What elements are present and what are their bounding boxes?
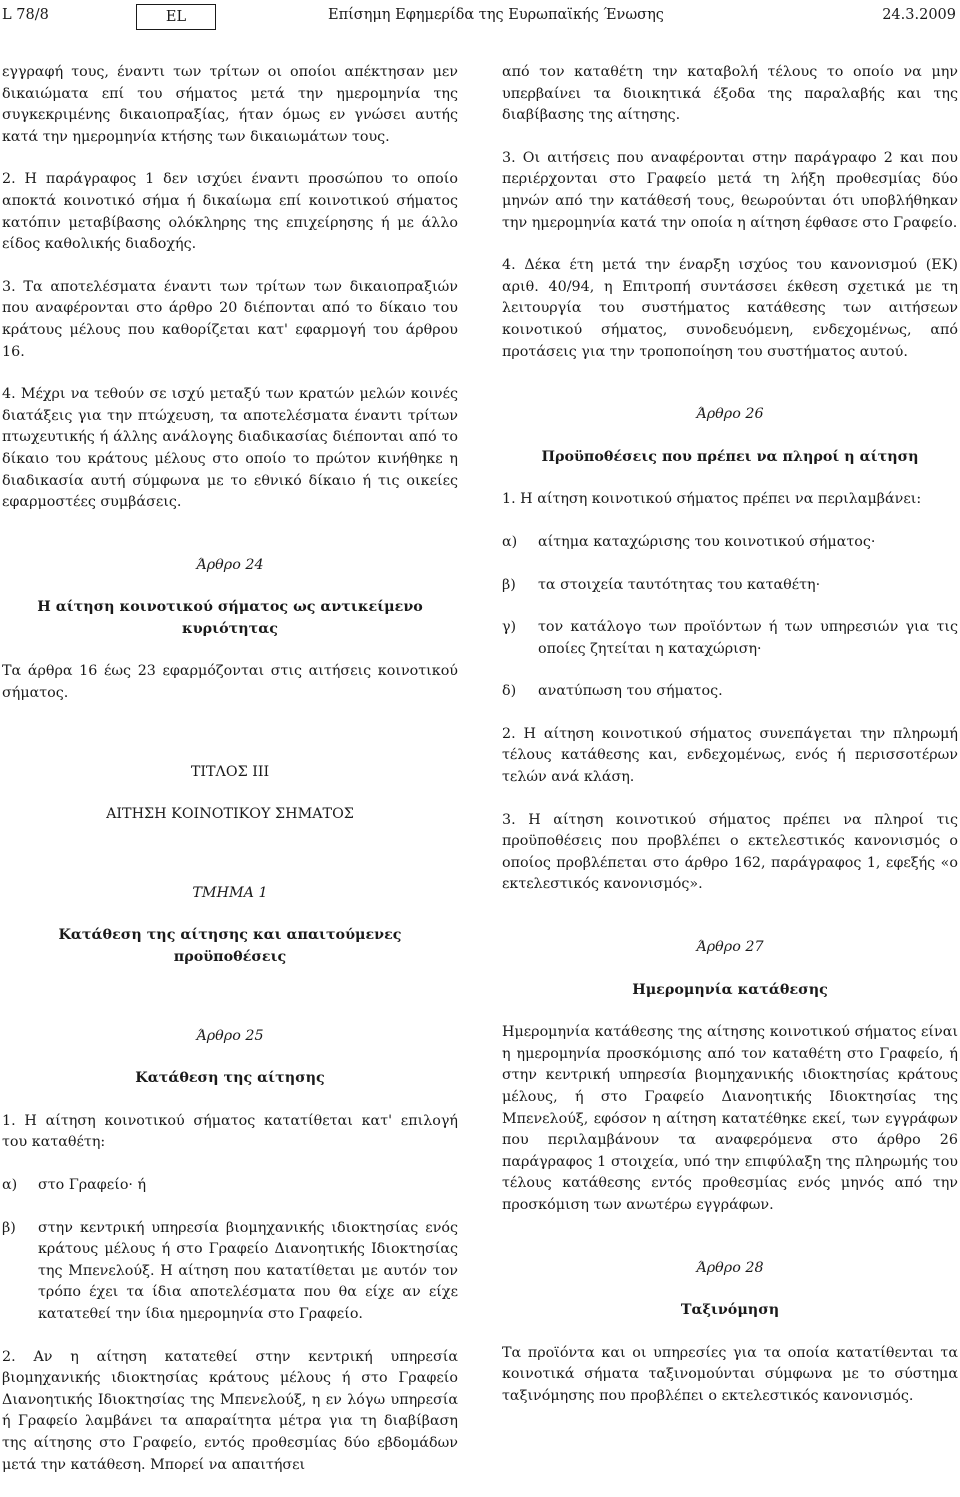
article-number: Άρθρο 28 (696, 1259, 764, 1276)
article-number: Άρθρο 24 (196, 556, 264, 573)
list-marker: γ) (502, 619, 517, 636)
list-text: αίτημα καταχώρισης του κοινοτικού σήματος· (538, 533, 876, 550)
title-number: ΤΙΤΛΟΣ III (190, 763, 270, 780)
list-item (2, 1175, 458, 1197)
paragraph: 2. Αν η αίτηση κατατεθεί στην κεντρική υπηρεσία βιομηχανικής ιδιοκτησίας κράτους μέλους ή στο Γραφείο Διανοητικής Ιδιοκτησίας της Μπενελούξ, η εν λόγω υπηρεσία ή Γραφείο λαμβάνει τα απαραίτητα μέτρα για τη διαβίβαση της αίτησης στο Γραφείο, εντός προθεσμίας δύο εβδομάδων μετά την κατάθεση. Μπορεί να απαιτήσει (2, 1348, 458, 1473)
paragraph: 4. Δέκα έτη μετά την έναρξη ισχύος του κανονισμού (ΕΚ) αριθ. 40/94, η Επιτροπή συντάσσει έκθεση σχετικά με τη λειτουργία του συστήματος κατάθεσης των αιτήσεων κοινοτικού σήματος, συνοδευόμενη, ενδεχομένως, από προτάσεις για την τροποποίηση του συστήματος αυτού. (502, 257, 958, 360)
title-name: ΑΙΤΗΣΗ ΚΟΙΝΟΤΙΚΟΥ ΣΗΜΑΤΟΣ (106, 806, 354, 823)
list-marker: β) (2, 1219, 16, 1236)
list-marker: α) (502, 533, 518, 550)
paragraph: Τα προϊόντα και οι υπηρεσίες για τα οποία κατατίθενται τα κοινοτικά σήματα ταξινομούνται σύμφωνα με το σύστημα ταξινόμησης που προβλέπει ο εκτελεστικός κανονισμός. (502, 1344, 958, 1404)
article-number: Άρθρο 25 (196, 1027, 264, 1044)
article-number: Άρθρο 26 (696, 406, 764, 423)
page-number: L 78/8 (2, 7, 49, 23)
list-item (502, 532, 958, 554)
paragraph: Τα άρθρα 16 έως 23 εφαρμόζονται στις αιτήσεις κοινοτικού σήματος. (2, 663, 458, 702)
paragraph: 2. Η αίτηση κοινοτικού σήματος συνεπάγεται την πληρωμή τέλους κατάθεσης και, ενδεχομένως, ενός ή περισσοτέρων τελών ανά κλάση. (502, 725, 958, 786)
section-number: ΤΜΗΜΑ 1 (192, 884, 268, 901)
article-title: Ταξινόμηση (680, 1302, 780, 1319)
paragraph: 3. Η αίτηση κοινοτικού σήματος πρέπει να πληροί τις προϋποθέσεις που προβλέπει ο εκτελεστικός κανονισμός ο οποίος προβλέπεται στο άρθρο 162, παράγραφος 1, εφεξής «ο εκτελεστικός κανονισμός». (502, 811, 958, 893)
list-marker: δ) (502, 683, 517, 700)
section-name: Κατάθεση της αίτησης και απαιτούμενες προϋποθέσεις (58, 927, 402, 966)
page-header (0, 0, 960, 36)
article-title: Ημερομηνία κατάθεσης (632, 981, 828, 998)
list-text: στην κεντρική υπηρεσία βιομηχανικής ιδιοκτησίας ενός κράτους μέλους ή στο Γραφείο Διανοητικής Ιδιοκτησίας της Μπενελούξ. Η αίτηση που κατατίθεται με αυτόν τον τρόπο έχει τα ίδια αποτελέσματα που θα είχε αν είχε κατατεθεί την ίδια ημερομηνία στο Γραφείο. (38, 1219, 458, 1322)
paragraph: 3. Τα αποτελέσματα έναντι των τρίτων των δικαιοπραξιών που αναφέρονται στο άρθρο 20 διέπονται από το δίκαιο του κράτους μέλους που καθορίζεται κατ' εφαρμογή του άρθρου 16. (2, 278, 458, 360)
list-text: τα στοιχεία ταυτότητας του καταθέτη· (538, 576, 821, 593)
list-item (502, 575, 958, 597)
list-item (2, 1218, 458, 1326)
list-item (502, 617, 958, 660)
list-item (502, 681, 958, 703)
paragraph: 2. Η παράγραφος 1 δεν ισχύει έναντι προσώπου το οποίο αποκτά κοινοτικό σήμα ή δικαίωμα επί κοινοτικού σήματος κατόπιν μεταβίβασης ολόκληρης της επιχείρησης ή με άλλο είδος καθολικής διαδοχής. (2, 171, 458, 253)
paragraph: 1. Η αίτηση κοινοτικού σήματος κατατίθεται κατ' επιλογή του καταθέτη: (2, 1112, 458, 1151)
list-marker: α) (2, 1177, 18, 1193)
paragraph: 1. Η αίτηση κοινοτικού σήματος πρέπει να περιλαμβάνει: (502, 491, 922, 508)
left-column (2, 62, 458, 1497)
right-column (502, 62, 958, 1429)
paragraph: Ημερομηνία κατάθεσης της αίτησης κοινοτικού σήματος είναι η ημερομηνία προσκόμισης από τον καταθέτη στο Γραφείο, ή στην κεντρική υπηρεσία βιομηχανικής ιδιοκτησίας κράτους μέλους, ή στο Γραφείο Διανοητικής Ιδιοκτησίας της Μπενελούξ, εφόσον η αίτηση κατατέθηκε εκεί, των εγγράφων που περιλαμβάνουν τα αναφερόμενα στο άρθρο 26 παράγραφος 1 στοιχεία, υπό την επιφύλαξη της πληρωμής του τέλους κατάθεσης εντός προθεσμίας ενός μηνός από την προσκόμιση των ανωτέρω εγγράφων. (502, 1024, 958, 1213)
list-marker: β) (502, 576, 516, 593)
paragraph: 3. Οι αιτήσεις που αναφέρονται στην παράγραφο 2 και που περιέρχονται στο Γραφείο μετά τη λήξη προθεσμίας δύο μηνών από την κατάθεσή τους, θεωρούνται ότι υποβλήθηκαν την ημερομηνία κατά την οποία η αίτηση έφθασε στο Γραφείο. (502, 149, 958, 231)
journal-title: Επίσημη Εφημερίδα της Ευρωπαϊκής Ένωσης (328, 7, 664, 23)
paragraph: 4. Μέχρι να τεθούν σε ισχύ μεταξύ των κρατών μελών κοινές διατάξεις για την πτώχευση, τα αποτελέσματα έναντι τρίτων πτωχευτικής ή άλλης ανάλογης διαδικασίας διέπονται από το δίκαιο του κράτους μέλους στο οποίο το πρώτον κινήθηκε η διαδικασία αυτή σύμφωνα με το εθνικό δίκαιο ή τις οικείες εφαρμοστέες συμβάσεις. (2, 386, 458, 511)
list-text: ανατύπωση του σήματος. (538, 683, 723, 700)
paragraph: από τον καταθέτη την καταβολή τέλους το οποίο να μην υπερβαίνει τα διοικητικά έξοδα της παραλαβής και της διαβίβασης της αίτησης. (502, 64, 958, 124)
language-box: EL (136, 4, 216, 30)
article-title: Προϋποθέσεις που πρέπει να πληροί η αίτηση (541, 448, 919, 465)
list-text: στο Γραφείο· ή (38, 1177, 147, 1193)
list-text: τον κατάλογο των προϊόντων ή των υπηρεσιών για τις οποίες ζητείται η καταχώριση· (538, 619, 958, 657)
article-title: Κατάθεση της αίτησης (135, 1070, 325, 1087)
article-number: Άρθρο 27 (696, 939, 764, 956)
paragraph: εγγραφή τους, έναντι των τρίτων οι οποίοι απέκτησαν μεν δικαιώματα επί του σήματος μετά την ημερομηνία της συγκεκριμένης δικαιοπραξίας, ήταν όμως εν γνώσει αυτής κατά την ημερομηνία κτήσης των δικαιωμάτων τους. (2, 64, 458, 145)
article-title: Η αίτηση κοινοτικού σήματος ως αντικείμενο κυριότητας (37, 599, 423, 637)
issue-date: 24.3.2009 (882, 7, 956, 23)
